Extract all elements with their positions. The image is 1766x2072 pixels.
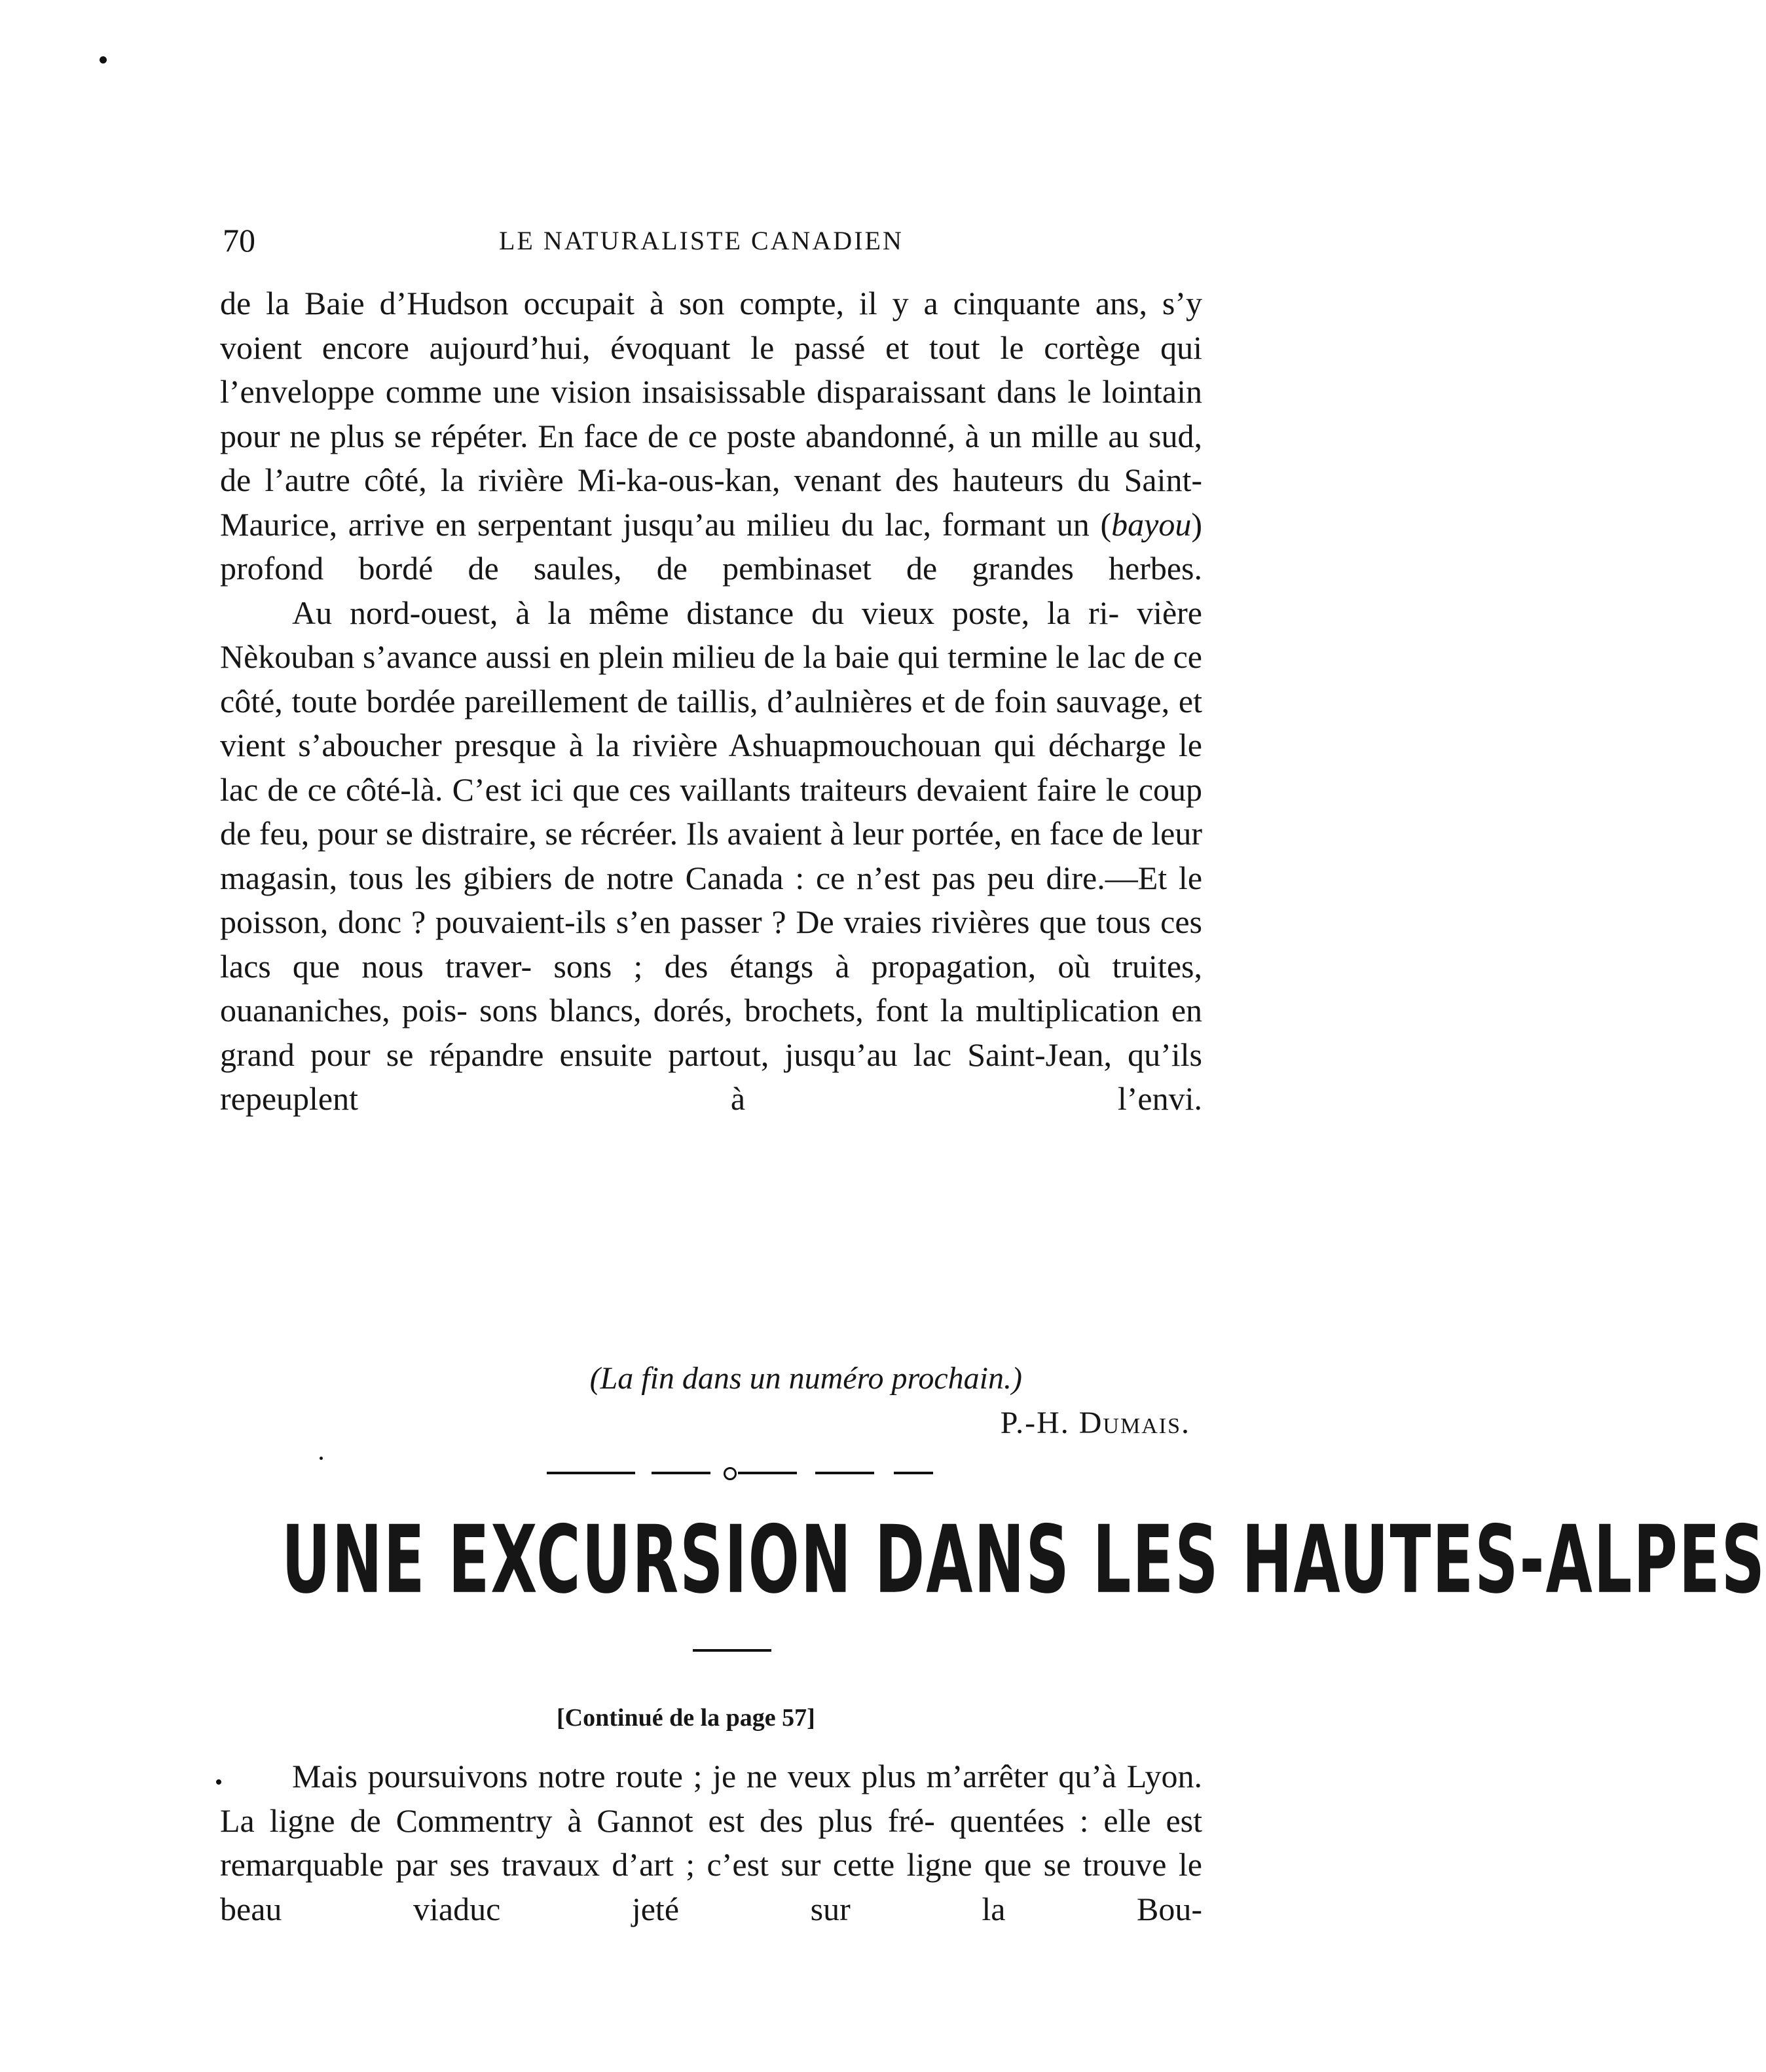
text-line: de la Baie d’Hudson occupait à son compte, il y a cinquante: [220, 285, 1080, 321]
text-line: vière Nèkouban s’avance aussi en plein milieu de la baie qui: [220, 594, 1202, 675]
text-line: d’aulnières et de foin sauvage, et vient s’aboucher presque à: [220, 682, 1203, 763]
author-signature: P.-H. Dumais.: [1000, 1406, 1190, 1440]
text-line: sur cette ligne que se trouve le beau viaduc jeté sur la Bou-: [220, 1846, 1202, 1927]
text-line: face de leur magasin, tous les gibiers de notre Canada : ce: [220, 815, 1203, 896]
text-line: sons ; des étangs à propagation, où truites, ouananiches, pois-: [220, 947, 1202, 1028]
ink-spot: [100, 56, 107, 64]
separator-dash: [738, 1472, 797, 1474]
italic-term: bayou: [1111, 505, 1192, 543]
text-line: feu, pour se distraire, se récréer. Ils avaient à leur portée, en: [259, 815, 1041, 852]
article-body: [220, 1754, 1202, 1931]
text-line: ans, s’y voient encore aujourd’hui, évoquant le passé et tout: [220, 285, 1203, 366]
text-line: le cortège qui l’enveloppe comme une vision insaisissable: [220, 329, 1202, 410]
text-line: n’est pas peu dire.—Et le poisson, donc ? pouvaient-ils s’en: [220, 859, 1203, 940]
text-line: sons blancs, dorés, brochets, font la multiplication en grand: [220, 992, 1203, 1073]
text-line: C’est ici que ces vaillants traiteurs devaient faire le coup de: [220, 771, 1203, 852]
page-header: [223, 221, 1205, 267]
ink-spot: [320, 1457, 323, 1460]
text-line: qu’ils repeuplent à l’envi.: [220, 1036, 1203, 1117]
text-line: rivière Mi-ka-ous-kan, venant des hauteurs du Saint-Maurice,: [220, 462, 1203, 543]
text-line: Au nord-ouest, à la même distance du vieux poste, la ri-: [292, 594, 1120, 631]
paragraph: de la Baie d’Hudson occupait à son compte, il y a cinquante ans, s’y voient encore aujourd’hui, évoquant le passé et tout le cortège qui l’enveloppe comme une vision insaisissable disparaissant dans le lointain pour ne plus se répéter. En face de ce poste abandonné, à un mille au sud, de l’autre côté, la rivière Mi-ka-ous-kan, venant des hauteurs du Saint-Maurice, arrive en serpentant jusqu’au milieu du lac, formant un (bayou) profond bordé de saules, de pembinaset de grandes herbes.: [220, 285, 1203, 587]
section-separator: [547, 1461, 913, 1481]
text-line: de ce poste abandonné, à un mille au sud, de l’autre côté, la: [220, 417, 1203, 498]
separator-dash: [652, 1472, 710, 1474]
text-line: Mais poursuivons notre route ; je ne veux plus m’arrêter: [292, 1758, 1048, 1794]
separator-dash: [815, 1472, 874, 1474]
separator-dash: [894, 1472, 933, 1474]
text-line: disparaissant dans le lointain pour ne plus se répéter. En face: [220, 373, 1202, 454]
title-rule: [693, 1649, 771, 1652]
text-line: ) profond bordé de saules, de pembinaset de grandes: [220, 505, 1202, 587]
text-line: arrive en serpentant jusqu’au milieu du lac, formant un: [348, 505, 1090, 543]
continued-note: (La fin dans un numéro prochain.): [589, 1361, 1022, 1396]
text-line: termine le lac de ce côté, toute bordée pareillement de taillis,: [220, 638, 1202, 719]
text-line: herbes.: [1109, 550, 1202, 587]
running-title: LE NATURALISTE CANADIEN: [499, 226, 904, 255]
text-line: la rivière Ashuapmouchouan qui décharge le lac de ce côté-là.: [220, 727, 1202, 808]
text-line: quentées : elle est remarquable par ses travaux d’art ; c’est: [220, 1802, 1203, 1883]
article-body: [220, 282, 1202, 1121]
article-title: UNE EXCURSION DANS LES HAUTES-ALPES: [282, 1506, 1766, 1614]
separator-dash: [547, 1472, 635, 1474]
paragraph: [220, 1754, 1202, 1931]
text-line: passer ? De vraies rivières que tous ces lacs que nous traver-: [220, 903, 1203, 985]
text-line: qu’à Lyon. La ligne de Commentry à Gannot est des plus fré-: [220, 1758, 1202, 1839]
separator-circle: [724, 1467, 737, 1480]
text-line: pour se répandre ensuite partout, jusqu’au lac Saint-Jean,: [310, 1036, 1112, 1073]
paragraph: [220, 591, 1202, 1121]
page-number: 70: [223, 222, 255, 259]
continued-from-note: [Continué de la page 57]: [557, 1704, 815, 1732]
